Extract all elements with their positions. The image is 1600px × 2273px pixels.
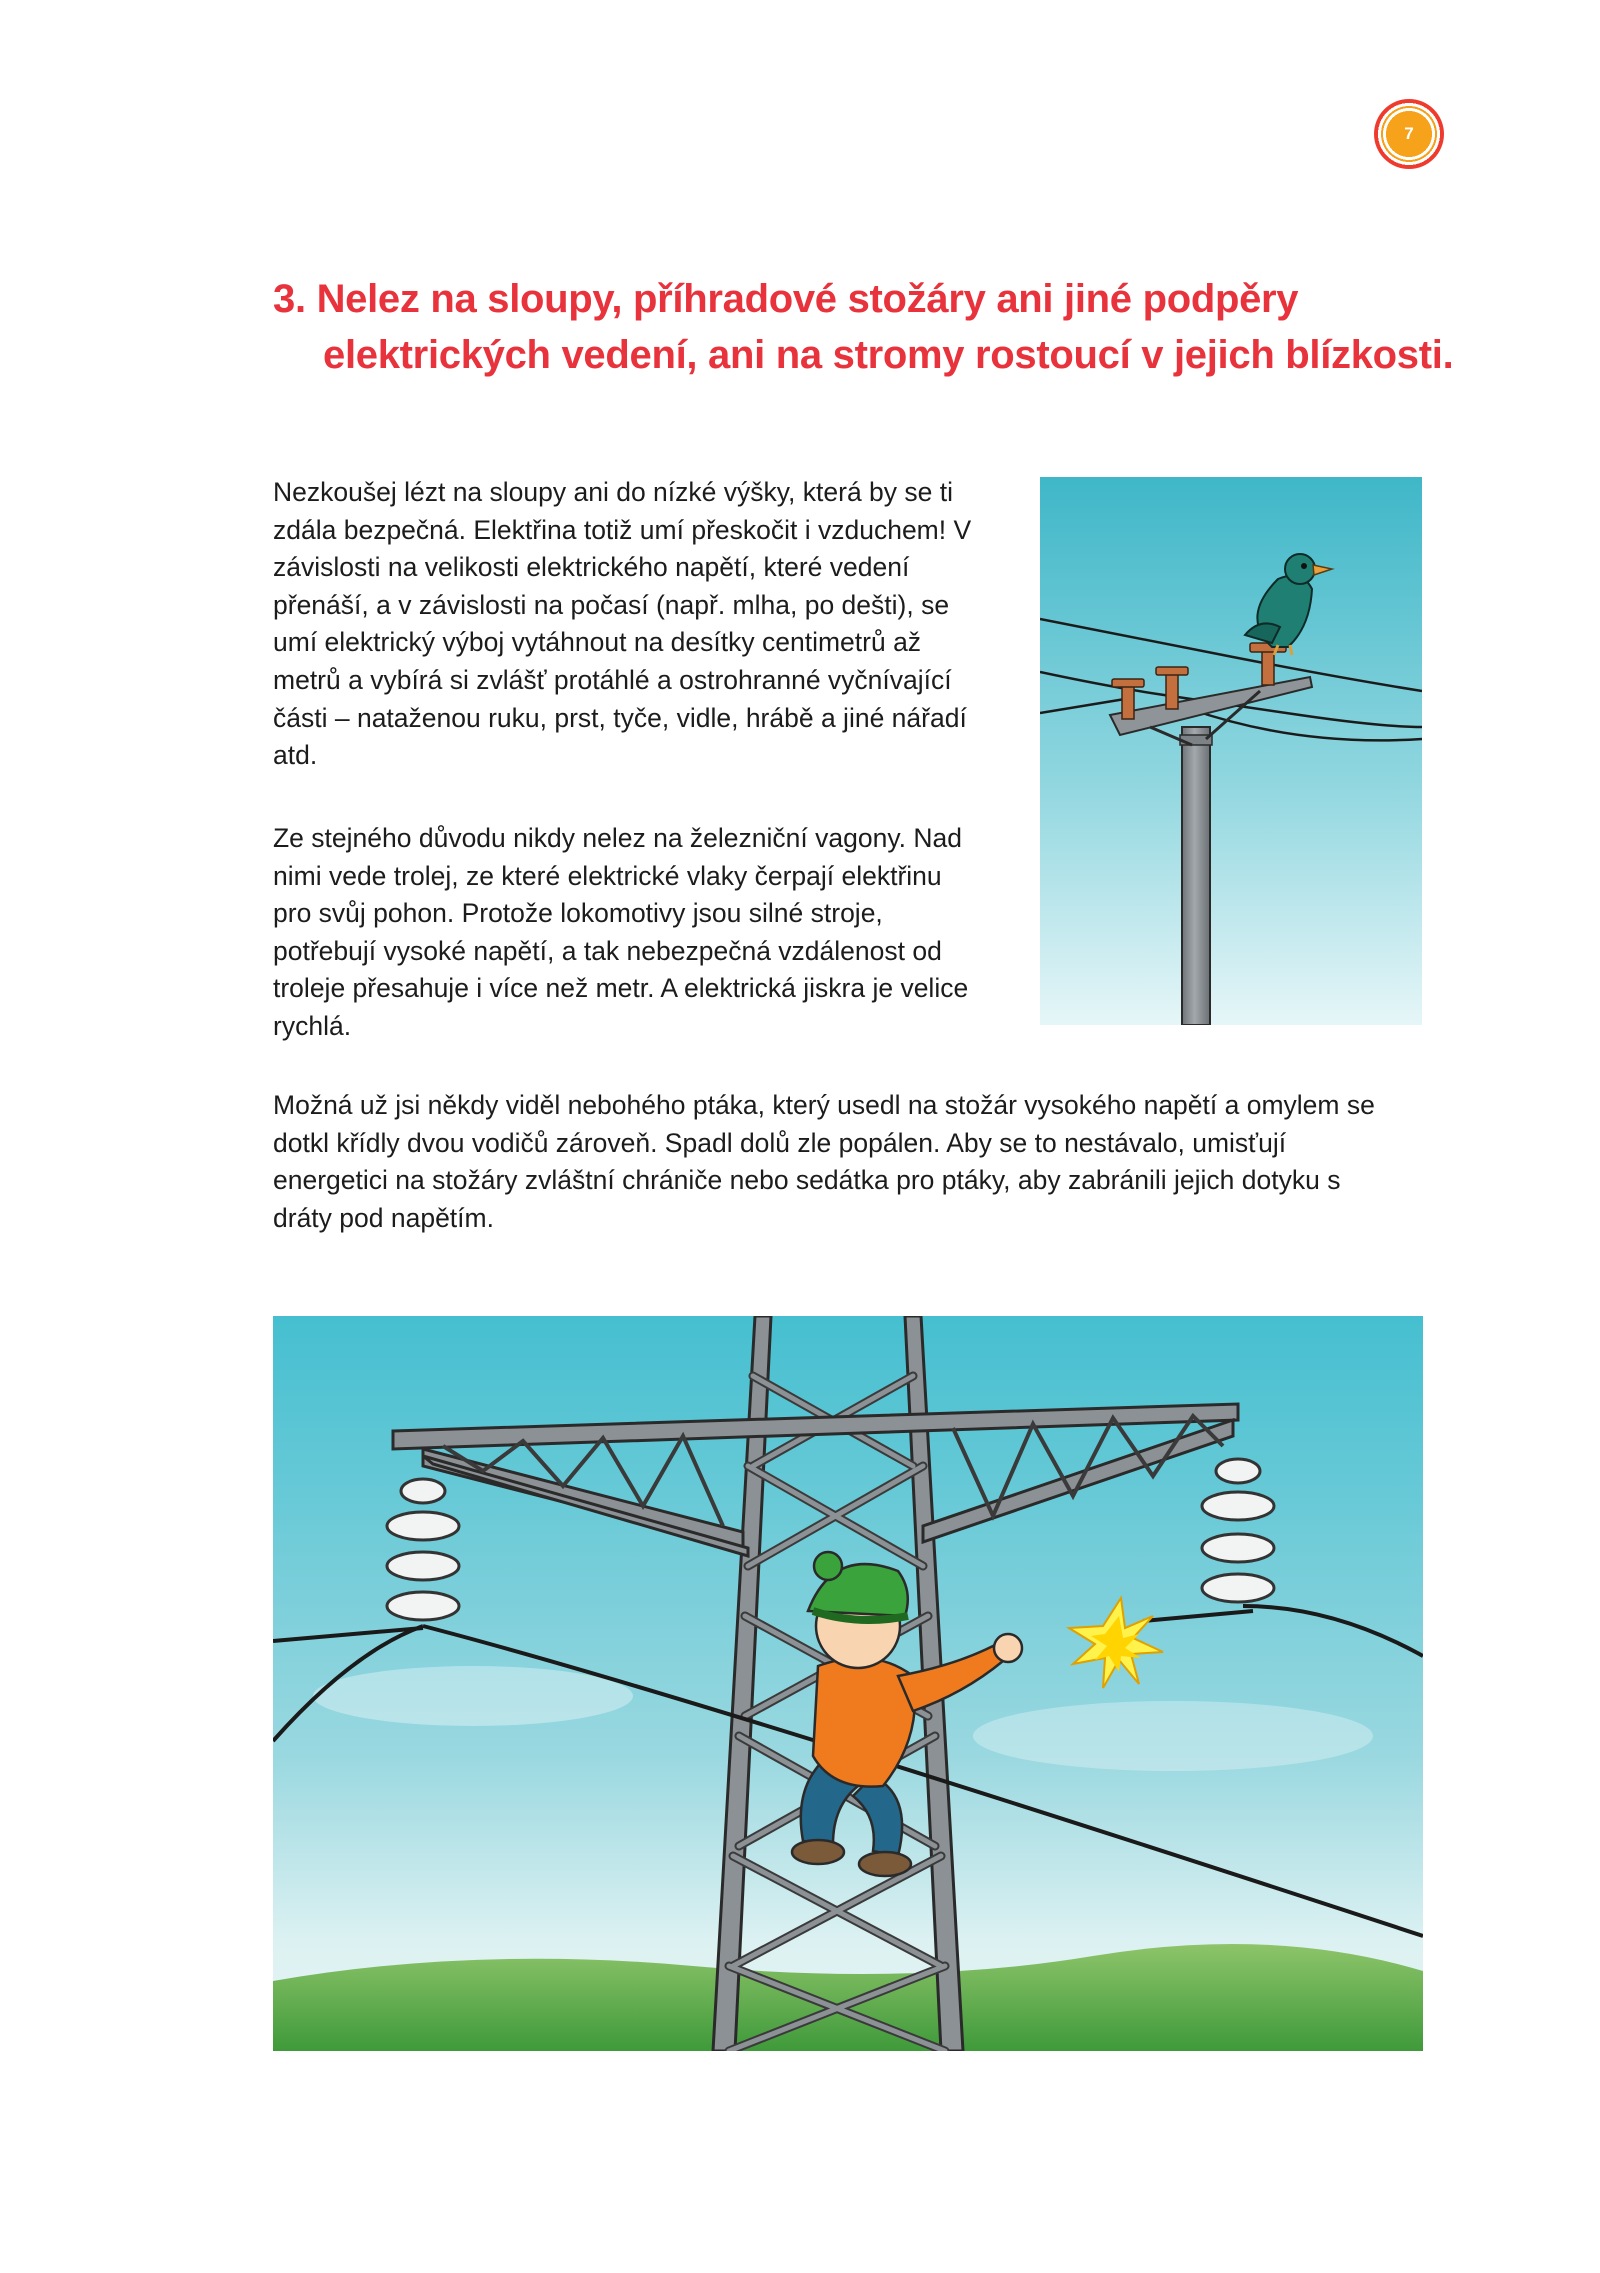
paragraph-railway-wagons: Ze stejného důvodu nikdy nelez na železniční vagony. Nad nimi vede trolej, ze které elektrické vlaky čerpají elektřinu pro svůj pohon. Protože lokomotivy jsou silné stroje, potřebují vysoké napětí, a tak nebezpečná vzdálenost od troleje přesahuje i více než metr. A elektrická jiskra je velice rychlá. (273, 823, 969, 1041)
paragraph-birds: Možná už jsi někdy viděl nebohého ptáka, který usedl na stožár vysokého napětí a omylem se dotkl křídly dvou vodičů zároveň. Spadl dolů zle popálen. Aby se to nestávalo, umisťují energetici na stožáry zvláštní chrániče nebo sedátka pro ptáky, aby zabránili jejich dotyku s dráty pod napětím. (273, 1090, 1375, 1233)
paragraph-climbing-danger: Nezkoušej lézt na sloupy ani do nízké výšky, která by se ti zdála bezpečná. Elektřina totiž umí přeskočit i vzduchem! V závislosti na velikosti elektrického napětí, které vedení přenáší, a v závislosti na počasí (např. mlha, po dešti), se umí elektrický výboj vytáhnout na desítky centimetrů až metrů a vybírá si zvlášť protáhlé a ostrohranné vyčnívající části – nataženou ruku, prst, tyče, vidle, hrábě a jiné nářadí atd. (273, 477, 972, 771)
page-number-badge (1374, 99, 1444, 169)
section-heading: 3. Nelez na sloupy, příhradové stožáry ani jiné podpěry elektrických vedení, ani na stromy rostoucí v jejich blízkosti. (273, 277, 1454, 377)
boy-climbing-pylon-illustration (273, 1316, 1423, 2051)
bird-on-pole-illustration (1040, 477, 1422, 1025)
page-number: 7 (1404, 124, 1414, 143)
